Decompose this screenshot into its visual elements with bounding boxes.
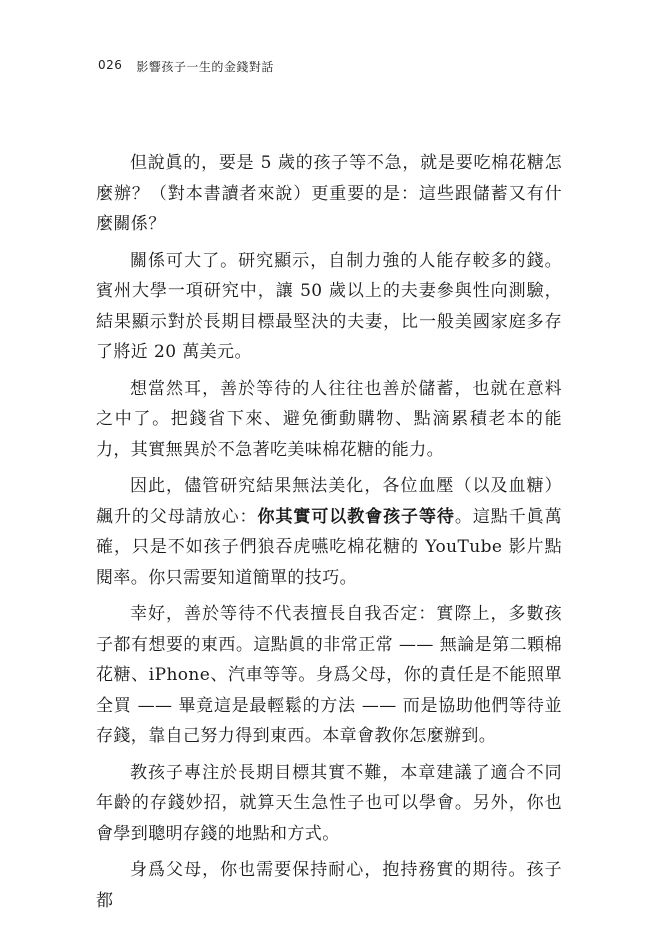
paragraph-6: 教孩子專注於長期目標其實不難，本章建議了適合不同年齡的存錢妙招，就算天生急性子也可以學會。另外，你也會學到聰明存錢的地點和方式。 [96, 762, 562, 844]
paragraph-5: 幸好，善於等待不代表擅長自我否定：實際上，多數孩子都有想要的東西。這點眞的非常正常 —— 無論是第二顆棉花糖、iPhone、汽車等等。身爲父母，你的責任是不能照單全買 —— 畢竟這是最輕鬆的方法 —— 而是協助他們等待並存錢，靠自己努力得到東西。本章會教你怎麼辦到。 [96, 604, 562, 746]
page-header [98, 58, 274, 75]
book-title: 影響孩子一生的金錢對話 [136, 60, 274, 74]
body-text [96, 148, 562, 922]
paragraph-4-post: 。這點千眞萬確，只是不如孩子們狼吞虎嚥吃棉花糖的 YouTube 影片點閱率。你只需要知道簡單的技巧。 [96, 506, 562, 588]
paragraph-3: 想當然耳，善於等待的人往往也善於儲蓄，也就在意料之中了。把錢省下來、避免衝動購物、點滴累積老本的能力，其實無異於不急著吃美味棉花糖的能力。 [96, 378, 562, 460]
page-number: 026 [98, 58, 123, 72]
paragraph-4-emphasis: 你其實可以教會孩子等待 [257, 506, 455, 527]
paragraph-2: 關係可大了。研究顯示，自制力強的人能存較多的錢。賓州大學一項研究中，讓 50 歲以上的夫妻參與性向測驗，結果顯示對於長期目標最堅決的夫妻，比一般美國家庭多存了將近 20 萬美元。 [96, 250, 562, 362]
paragraph-4 [96, 471, 562, 593]
paragraph-4-pre: 因此，儘管研究結果無法美化，各位血壓（以及血糖）飆升的父母請放心： [96, 476, 562, 527]
paragraph-7: 身爲父母，你也需要保持耐心，抱持務實的期待。孩子都 [96, 860, 562, 911]
paragraph-1: 但說眞的，要是 5 歲的孩子等不急，就是要吃棉花糖怎麼辦？（對本書讀者來說）更重要的是：這些跟儲蓄又有什麼關係？ [96, 153, 562, 234]
